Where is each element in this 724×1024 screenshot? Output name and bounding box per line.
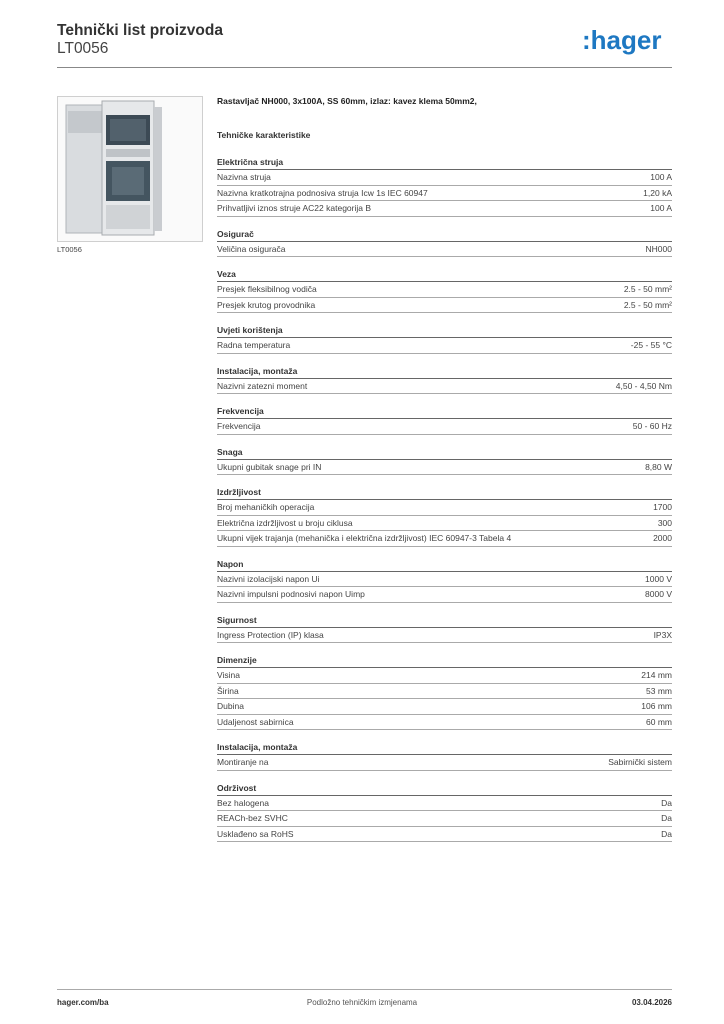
spec-section [217, 613, 672, 644]
spec-value: 1000 V [645, 573, 672, 584]
spec-label: Montiranje na [217, 757, 269, 767]
footer-date: 03.04.2026 [631, 998, 672, 1007]
hager-logo [582, 26, 672, 56]
spec-row [217, 282, 672, 298]
spec-row [217, 298, 672, 314]
spec-label: Veličina osigurača [217, 243, 286, 254]
spec-label: Udaljenost sabirnica [217, 716, 294, 727]
spec-section [217, 155, 672, 217]
spec-section [217, 557, 672, 603]
spec-label: Nazivni impulsni podnosivi napon Uimp [217, 589, 365, 599]
spec-row [217, 379, 672, 395]
header-divider [57, 67, 672, 68]
spec-row [217, 201, 672, 217]
section-title: Snaga [217, 445, 672, 460]
section-title: Izdržljivost [217, 485, 672, 500]
page-title: Tehnički list proizvoda [57, 22, 223, 39]
spec-value: 100 A [650, 203, 672, 213]
spec-value: 50 - 60 Hz [632, 421, 672, 431]
characteristics-table [217, 155, 672, 852]
spec-label: Visina [217, 670, 240, 680]
section-title: Električna struja [217, 155, 672, 170]
spec-label: Ingress Protection (IP) klasa [217, 629, 324, 640]
spec-value: 1,20 kA [643, 187, 672, 198]
spec-value: 53 mm [646, 685, 672, 696]
spec-row [217, 572, 672, 588]
spec-label: Presjek fleksibilnog vodiča [217, 284, 317, 294]
spec-value: 300 [657, 517, 672, 528]
spec-row [217, 500, 672, 516]
spec-value: 60 mm [646, 716, 672, 727]
footer-notice: Podložno tehničkim izmjenama [306, 998, 418, 1007]
section-title: Instalacija, montaža [217, 740, 672, 755]
spec-section [217, 267, 672, 313]
spec-row [217, 715, 672, 731]
section-title: Dimenzije [217, 653, 672, 668]
spec-value: 8000 V [645, 589, 672, 599]
spec-row [217, 587, 672, 603]
spec-value: 2.5 - 50 mm² [623, 284, 672, 294]
product-image [57, 96, 203, 242]
spec-row [217, 186, 672, 202]
section-title: Uvjeti korištenja [217, 323, 672, 338]
spec-label: Prihvatljivi iznos struje AC22 kategorija B [217, 203, 372, 213]
spec-label: REACh-bez SVHC [217, 813, 288, 823]
spec-value: 4,50 - 4,50 Nm [615, 380, 672, 391]
spec-label: Ukupni gubitak snage pri IN [217, 461, 322, 472]
spec-label: Broj mehaničkih operacija [217, 502, 315, 512]
spec-value: 100 A [650, 172, 672, 182]
spec-row [217, 516, 672, 532]
spec-section [217, 781, 672, 843]
section-title: Frekvencija [217, 404, 672, 419]
spec-value: Da [661, 828, 672, 839]
spec-label: Širina [217, 685, 239, 696]
spec-value: Da [661, 797, 672, 808]
spec-value: 1700 [653, 502, 672, 512]
spec-section [217, 227, 672, 258]
footer-website[interactable]: hager.com/ba [57, 998, 109, 1007]
spec-row [217, 628, 672, 644]
spec-row [217, 531, 672, 547]
spec-value: Da [661, 813, 672, 823]
spec-row [217, 811, 672, 827]
spec-section [217, 445, 672, 476]
spec-row [217, 338, 672, 354]
spec-label: Nazivna kratkotrajna podnosiva struja Icw 1s IEC 60947 [217, 187, 428, 198]
product-image-caption: LT0056 [57, 245, 82, 254]
spec-label: Usklađeno sa RoHS [217, 828, 294, 839]
spec-label: Frekvencija [217, 421, 261, 431]
spec-value: 106 mm [641, 701, 672, 711]
spec-label: Nazivni izolacijski napon Ui [217, 573, 320, 584]
spec-value: 2.5 - 50 mm² [623, 299, 672, 310]
product-description: Rastavljač NH000, 3x100A, SS 60mm, izlaz: kavez klema 50mm2, [217, 96, 477, 106]
section-title: Napon [217, 557, 672, 572]
spec-section [217, 653, 672, 730]
svg-text::hager: :hager [582, 26, 662, 55]
spec-label: Bez halogena [217, 797, 269, 808]
section-title: Održivost [217, 781, 672, 796]
spec-label: Presjek krutog provodnika [217, 299, 316, 310]
spec-row [217, 796, 672, 812]
spec-value: 214 mm [641, 670, 672, 680]
spec-row [217, 460, 672, 476]
spec-row [217, 668, 672, 684]
spec-value: IP3X [653, 629, 672, 640]
spec-section [217, 364, 672, 395]
spec-row [217, 684, 672, 700]
spec-label: Radna temperatura [217, 340, 291, 350]
spec-value: 2000 [653, 533, 672, 543]
section-title: Osigurač [217, 227, 672, 242]
spec-row [217, 419, 672, 435]
spec-label: Nazivna struja [217, 172, 271, 182]
spec-row [217, 755, 672, 771]
spec-value: Sabirnički sistem [608, 757, 672, 767]
section-title: Instalacija, montaža [217, 364, 672, 379]
spec-value: NH000 [645, 243, 672, 254]
spec-value: -25 - 55 °C [630, 340, 672, 350]
spec-row [217, 827, 672, 843]
spec-label: Nazivni zatezni moment [217, 380, 308, 391]
spec-label: Dubina [217, 701, 244, 711]
spec-label: Električna izdržljivost u broju ciklusa [217, 517, 353, 528]
section-title: Veza [217, 267, 672, 282]
spec-row [217, 242, 672, 258]
spec-row [217, 699, 672, 715]
spec-row [217, 170, 672, 186]
spec-section [217, 323, 672, 354]
spec-section [217, 485, 672, 547]
product-code: LT0056 [57, 40, 109, 57]
characteristics-title: Tehničke karakteristike [217, 130, 311, 140]
spec-label: Ukupni vijek trajanja (mehanička i električna izdržljivost) IEC 60947-3 Tabela 4 [217, 533, 512, 543]
spec-section [217, 740, 672, 771]
spec-value: 8,80 W [645, 461, 672, 472]
section-title: Sigurnost [217, 613, 672, 628]
footer-divider [57, 989, 672, 990]
spec-section [217, 404, 672, 435]
